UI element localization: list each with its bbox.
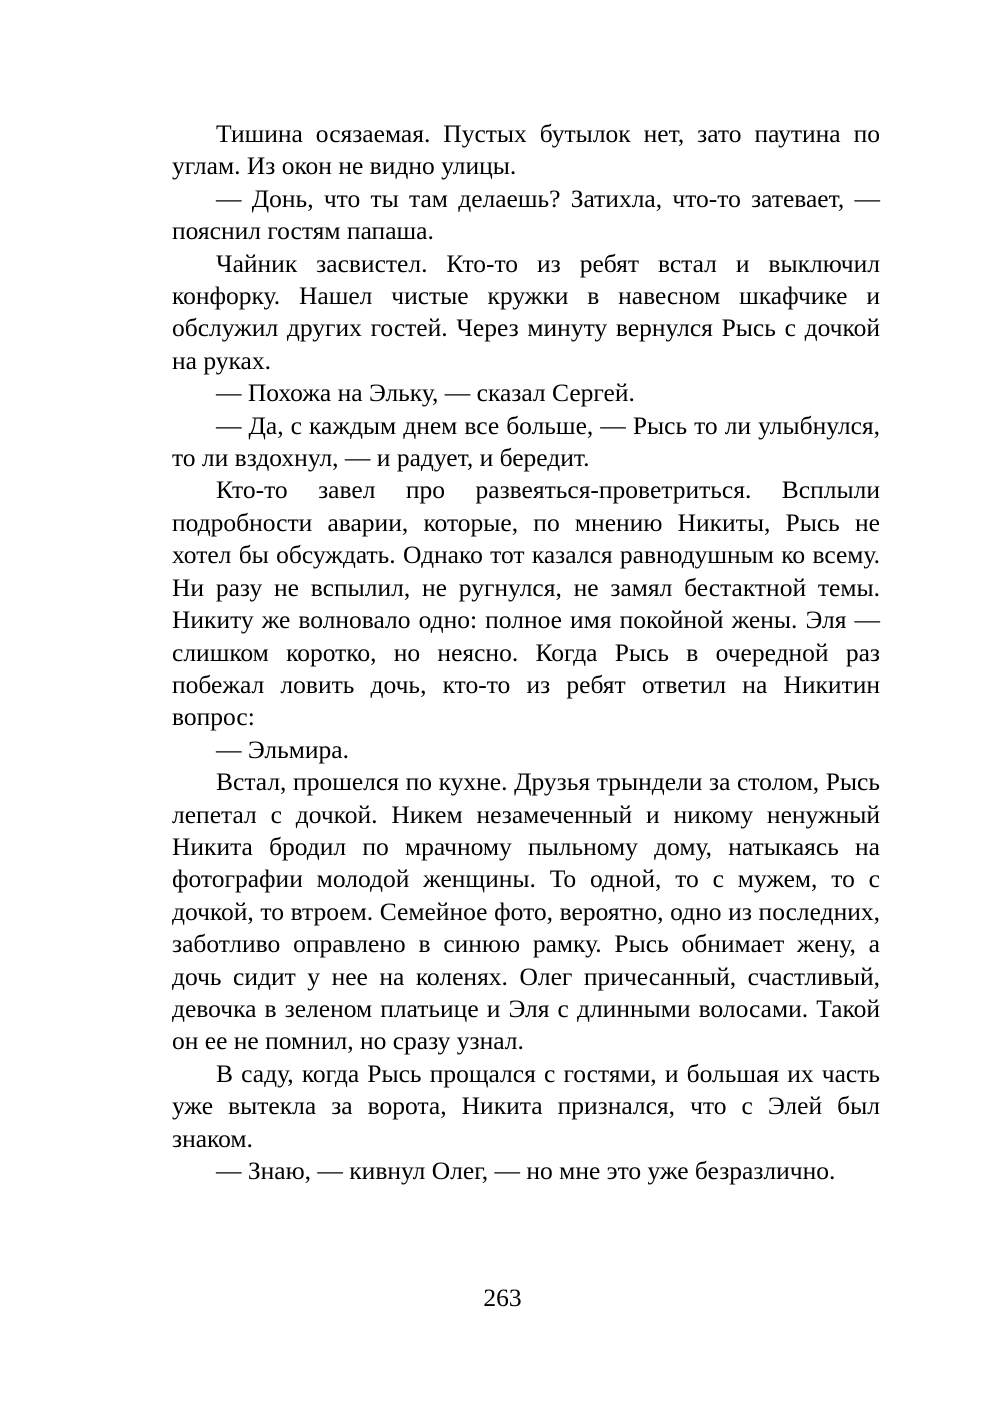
paragraph: Кто-то завел про развеяться-проветриться. Всплыли подробности аварии, которые, по мнению Никиты, Рысь не хотел бы обсуждать. Однако тот казался равнодушным ко всему. Ни разу не вспылил, не ругнулся, не замял бестактной темы. Никиту же волновало одно: полное имя покойной жены. Эля — слишком коротко, но неясно. Когда Рысь в очередной раз побежал ловить дочь, кто-то из ребят ответил на Никитин вопрос: [172,475,880,732]
paragraph: — Эльмира. [216,734,349,764]
paragraph: Встал, прошелся по кухне. Друзья трындели за столом, Рысь лепетал с дочкой. Никем незамеченный и никому ненужный Никита бродил по мрачному пыльному дому, натыкаясь на фотографии молодой женщины. То одной, то с мужем, то с дочкой, то втроем. Семейное фото, вероятно, одно из последних, заботливо оправлено в синюю рамку. Рысь обнимает жену, а дочь сидит у нее на коленях. Олег причесанный, счастливый, девочка в зеленом платьице и Эля с длинными волосами. Такой он ее не помнил, но сразу узнал. [172,767,880,1056]
paragraph: — Знаю, — кивнул Олег, — но мне это уже безразлично. [216,1156,836,1185]
paragraph: В саду, когда Рысь прощался с гостями, и большая их часть уже вытекла за ворота, Никита признался, что с Элей был знаком. [172,1058,880,1153]
paragraph: — Донь, что ты там делаешь? Затихла, что-то затевает, — пояснил гостям папаша. [172,183,880,246]
page-text-block [172,118,880,1187]
paragraph: — Похожа на Эльку, — сказал Сергей. [216,378,635,408]
paragraph: Тишина осязаемая. Пустых бутылок нет, зато паутина по углам. Из окон не видно улицы. [172,119,880,181]
paragraph: — Да, с каждым днем все больше, — Рысь то ли улыбнулся, то ли вздохнул, — и радует, и бередит. [172,410,880,473]
paragraph: Чайник засвистел. Кто-то из ребят встал и выключил конфорку. Нашел чистые кружки в навесном шкафчике и обслужил других гостей. Через минуту вернулся Рысь с дочкой на руках. [172,248,880,375]
page-number: 263 [483,1283,522,1312]
